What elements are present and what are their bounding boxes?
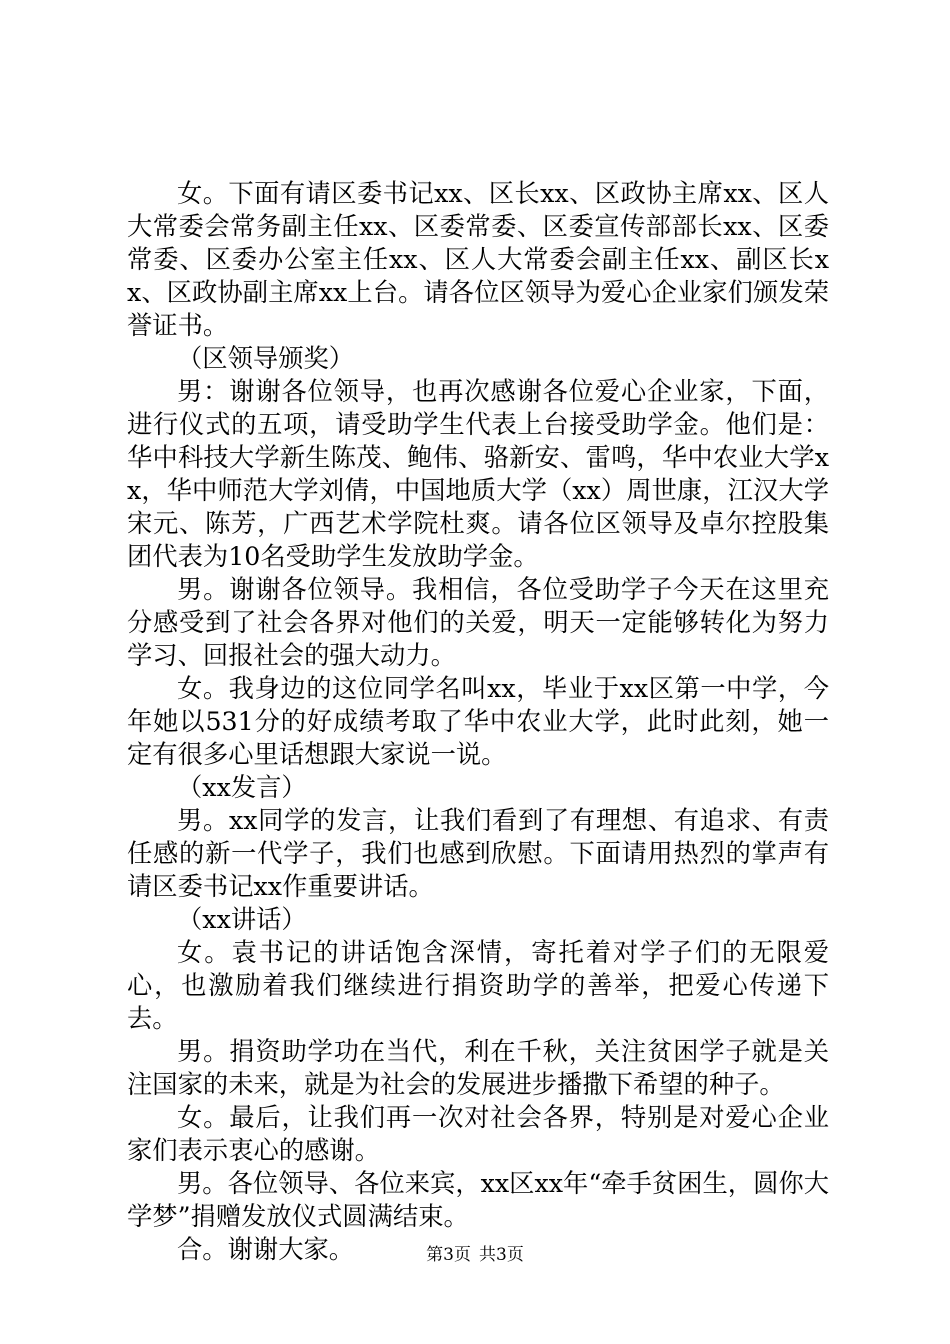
paragraph: 女。我身边的这位同学名叫xx，毕业于xx区第一中学，今年她以531分的好成绩考取了华中农业大学，此时此刻，她一定有很多心里话想跟大家说一说。 xyxy=(127,674,829,769)
paragraph: 合。谢谢大家。 xyxy=(177,1235,355,1264)
paragraph: 男：谢谢各位领导，也再次感谢各位爱心企业家，下面，进行仪式的五项，请受助学生代表上台接受助学金。他们是：华中科技大学新生陈茂、鲍伟、骆新安、雷鸣，华中农业大学xx，华中师范大学刘倩，中国地质大学（xx）周世康，江汉大学宋元、陈芳，广西艺术学院杜爽。请各位区领导及卓尔控股集团代表为10名受助学生发放助学金。 xyxy=(127,377,829,571)
page-total: 共3页 xyxy=(479,1245,524,1265)
paragraph: 男。谢谢各位领导。我相信，各位受助学子今天在这里充分感受到了社会各界对他们的关爱，明天一定能够转化为努力学习、回报社会的强大动力。 xyxy=(127,575,829,670)
paragraph: 女。最后，让我们再一次对社会各界，特别是对爱心企业家们表示衷心的感谢。 xyxy=(127,1103,829,1165)
page-footer xyxy=(0,1244,950,1266)
paragraph: （xx讲话） xyxy=(177,905,307,934)
paragraph: （区领导颁奖） xyxy=(177,344,355,373)
paragraph: 女。下面有请区委书记xx、区长xx、区政协主席xx、区人大常委会常务副主任xx、区委常委、区委宣传部部长xx、区委常委、区委办公室主任xx、区人大常委会副主任xx、副区长xx、区政协副主席xx上台。请各位区领导为爱心企业家们颁发荣誉证书。 xyxy=(127,179,829,340)
paragraph: 男。捐资助学功在当代，利在千秋，关注贫困学子就是关注国家的未来，就是为社会的发展进步播撒下希望的种子。 xyxy=(127,1037,829,1099)
paragraph: 男。xx同学的发言，让我们看到了有理想、有追求、有责任感的新一代学子，我们也感到欣慰。下面请用热烈的掌声有请区委书记xx作重要讲话。 xyxy=(127,806,829,901)
page-number: 第3页 xyxy=(426,1245,471,1265)
paragraph: 女。袁书记的讲话饱含深情，寄托着对学子们的无限爱心，也激励着我们继续进行捐资助学的善举，把爱心传递下去。 xyxy=(127,938,829,1033)
paragraph: （xx发言） xyxy=(177,773,307,802)
document-body xyxy=(127,177,829,1266)
paragraph: 男。各位领导、各位来宾，xx区xx年“牵手贫困生，圆你大学梦”捐赠发放仪式圆满结束。 xyxy=(127,1169,829,1231)
